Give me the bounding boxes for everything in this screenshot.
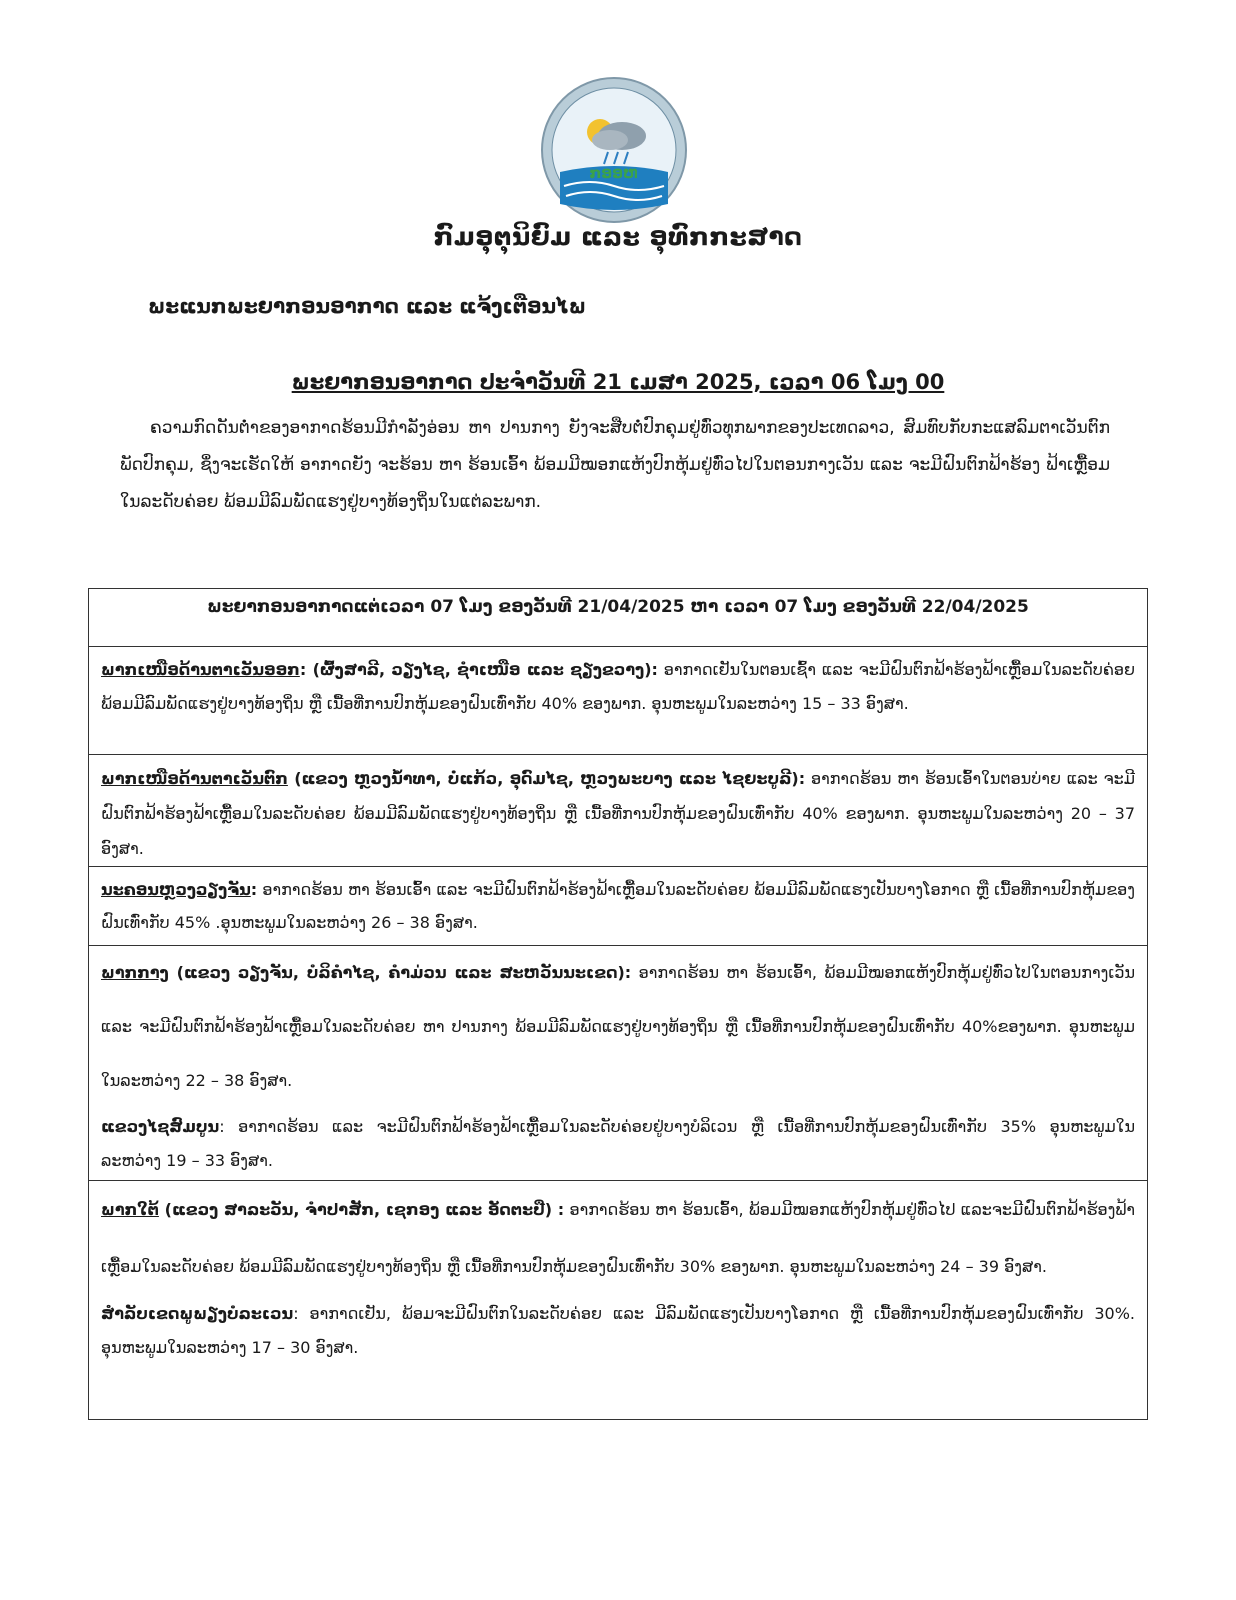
region-name: ພາກເໜືອດ້ານຕາເວັນຕົກ (101, 769, 288, 788)
region-vientiane-capital (89, 867, 1147, 946)
region-forecast: ອາກາດຮ້ອນ ຫາ ຮ້ອນເອົ້າ, ພ້ອມມີໝອກແຫ້ງປົກຫຸ້ມຢູ່ທົ່ວໄປ ແລະຈະມີຝົນຕົກຟ້າຮ້ອງຟ້າເຫຼື້ອມໃນລະດັບຄ່ອຍ ພ້ອມມີລົມພັດແຮງຢູ່ບາງທ້ອງຖິ່ນ ຫຼື ເນື້ອທີ່ການປົກຫຸ້ມຂອງຝົນເທົ່າກັບ 30% ຂອງພາກ. ອຸນຫະພູມໃນລະຫວ່າງ 24 – 39 ອົງສາ. (101, 1200, 1136, 1276)
region-central (89, 946, 1147, 1181)
forecast-heading: ພະຍາກອນອາກາດ ປະຈຳວັນທີ 21 ເມສາ 2025, ເວລາ 06 ໂມງ 00 (291, 370, 945, 394)
region-main (101, 946, 1135, 1108)
sub-region-name: ສຳລັບເຂດພູພຽງບໍລະເວນ (101, 1304, 294, 1323)
sub-region-name: ແຂວງໄຊສົມບູນ (101, 1117, 220, 1136)
region-forecast: ອາກາດຮ້ອນ ຫາ ຮ້ອນເອົ້າໃນຕອນບ່າຍ ແລະ ຈະມີຝົນຕົກຟ້າຮ້ອງຟ້າເຫຼື້ອມໃນລະດັບຄ່ອຍ ພ້ອມມີລົມພັດແຮງຢູ່ບາງທ້ອງຖິ່ນ ຫຼື ເນື້ອທີ່ການປົກຫຸ້ມຂອງຝົນເທົ່າກັບ 40% ຂອງພາກ. ອຸນຫະພູມໃນລະຫວ່າງ 20 – 37 ອົງສາ. (101, 769, 1135, 858)
region-provinces: (ແຂວງ ສາລະວັນ, ຈຳປາສັກ, ເຊກອງ ແລະ ອັດຕະປື) : (158, 1200, 565, 1219)
region-name: ພາກໃຕ້ (101, 1200, 159, 1219)
region-name: ນະຄອນຫຼວງວຽງຈັນ (101, 880, 251, 899)
forecast-intro: ຄວາມກົດດັນຕ່ຳຂອງອາກາດຮ້ອນມີກຳລັງອ່ອນ ຫາ ປານກາງ ຍັງຈະສືບຕໍ່ປົກຄຸມຢູ່ທົ່ວທຸກພາກຂອງປະເທດລາວ, ສົມທົບກັບກະແສລົມຕາເວັນຕົກພັດປົກຄຸມ, ຊຶ່ງຈະເຮັດໃຫ້ ອາກາດຍັງ ຈະຮ້ອນ ຫາ ຮ້ອນເອົ້າ ພ້ອມມີໝອກແຫ້ງປົກຫຸ້ມຢູ່ທົ່ວໄປໃນຕອນກາງເວັນ ແລະ ຈະມີຝົນຕົກຟ້າຮ້ອງ ຟ້າເຫຼື້ອມໃນລະດັບຄ່ອຍ ພ້ອມມີລົມພັດແຮງຢູ່ບາງທ້ອງຖິ່ນໃນແຕ່ລະພາກ. (120, 418, 1110, 512)
region-northeast (89, 647, 1147, 755)
region-forecast: ອາກາດເຢັນໃນຕອນເຊົ້າ ແລະ ຈະມີຝົນຕົກຟ້າຮ້ອງຟ້າເຫຼື້ອມໃນລະດັບຄ່ອຍ ພ້ອມມີລົມພັດແຮງຢູ່ບາງທ້ອງຖິ່ນ ຫຼື ເນື້ອທີ່ການປົກຫຸ້ມຂອງຝົນເທົ່າກັບ 40% ຂອງພາກ. ອຸນຫະພູມໃນລະຫວ່າງ 15 – 33 ອົງສາ. (101, 660, 1136, 713)
region-provinces: : (250, 880, 258, 899)
region-provinces: (ແຂວງ ວຽງຈັນ, ບໍລິຄຳໄຊ, ຄຳມ່ວນ ແລະ ສະຫວັນນະເຂດ): (168, 963, 632, 982)
department-name: ພະແນກພະຍາກອນອາກາດ ແລະ ແຈ້ງເຕືອນໄພ (148, 294, 587, 318)
sub-region-xaisomboun (101, 1110, 1135, 1178)
region-provinces: : (ຜົ້ງສາລີ, ວຽງໄຊ, ຊຳເໜືອ ແລະ ຊຽງຂວາງ): (299, 660, 658, 679)
region-forecast: ອາກາດຮ້ອນ ຫາ ຮ້ອນເອົ້າ, ພ້ອມມີໝອກແຫ້ງປົກຫຸ້ມຢູ່ທົ່ວໄປໃນຕອນກາງເວັນ ແລະ ຈະມີຝົນຕົກຟ້າຮ້ອງຟ້າເຫຼື້ອມໃນລະດັບຄ່ອຍ ຫາ ປານກາງ ພ້ອມມີລົມພັດແຮງຢູ່ບາງທ້ອງຖິ່ນ ຫຼື ເນື້ອທີ່ການປົກຫຸ້ມຂອງຝົນເທົ່າກັບ 40%ຂອງພາກ. ອຸນຫະພູມໃນລະຫວ່າງ 22 – 38 ອົງສາ. (101, 963, 1136, 1090)
region-south (89, 1181, 1147, 1419)
forecast-table (88, 588, 1148, 1420)
sub-region-bolaven-plateau (101, 1297, 1135, 1365)
department-seal-icon (540, 76, 688, 224)
sub-region-forecast: : ອາກາດຮ້ອນ ແລະ ຈະມີຝົນຕົກຟ້າຮ້ອງຟ້າເຫຼື້ອມໃນລະດັບຄ່ອຍຢູ່ບາງບໍລິເວນ ຫຼື ເນື້ອທີ່ການປົກຫຸ້ມຂອງຝົນເທົ່າກັບ 35% ອຸນຫະພູມໃນລະຫວ່າງ 19 – 33 ອົງສາ. (101, 1117, 1135, 1170)
region-northwest (89, 755, 1147, 867)
region-forecast: ອາກາດຮ້ອນ ຫາ ຮ້ອນເອົ້າ ແລະ ຈະມີຝົນຕົກຟ້າຮ້ອງຟ້າເຫຼື້ອມໃນລະດັບຄ່ອຍ ພ້ອມມີລົມພັດແຮງເປັນບາງໂອກາດ ຫຼື ເນື້ອທີ່ການປົກຫຸ້ມຂອງຝົນເທົ່າກັບ 45% .ອຸນຫະພູມໃນລະຫວ່າງ 26 – 38 ອົງສາ. (101, 880, 1135, 932)
page-title: ກົມອຸຕຸນິຍົມ ແລະ ອຸທົກກະສາດ (433, 222, 803, 251)
sub-region-forecast: : ອາກາດເຢັນ, ພ້ອມຈະມີຝົນຕົກໃນລະດັບຄ່ອຍ ແລະ ມີລົມພັດແຮງເປັນບາງໂອກາດ ຫຼື ເນື້ອທີ່ການປົກຫຸ້ມຂອງຝົນເທົ່າກັບ 30%. ອຸນຫະພູມໃນລະຫວ່າງ 17 – 30 ອົງສາ. (101, 1304, 1135, 1357)
seal-text: ກອອຫ (589, 164, 639, 182)
region-provinces: (ແຂວງ ຫຼວງນ້ຳທາ, ບໍ່ແກ້ວ, ອຸດົມໄຊ, ຫຼວງພະບາງ ແລະ ໄຊຍະບູລີ): (287, 769, 806, 788)
region-name: ພາກກາງ (101, 963, 169, 982)
department-seal-graphic (540, 76, 688, 224)
region-main (101, 1181, 1135, 1295)
region-name: ພາກເໜືອດ້ານຕາເວັນອອກ (101, 660, 300, 679)
table-header: ພະຍາກອນອາກາດແຕ່ເວລາ 07 ໂມງ ຂອງວັນທີ 21/04/2025 ຫາ ເວລາ 07 ໂມງ ຂອງວັນທີ 22/04/2025 (89, 589, 1147, 647)
